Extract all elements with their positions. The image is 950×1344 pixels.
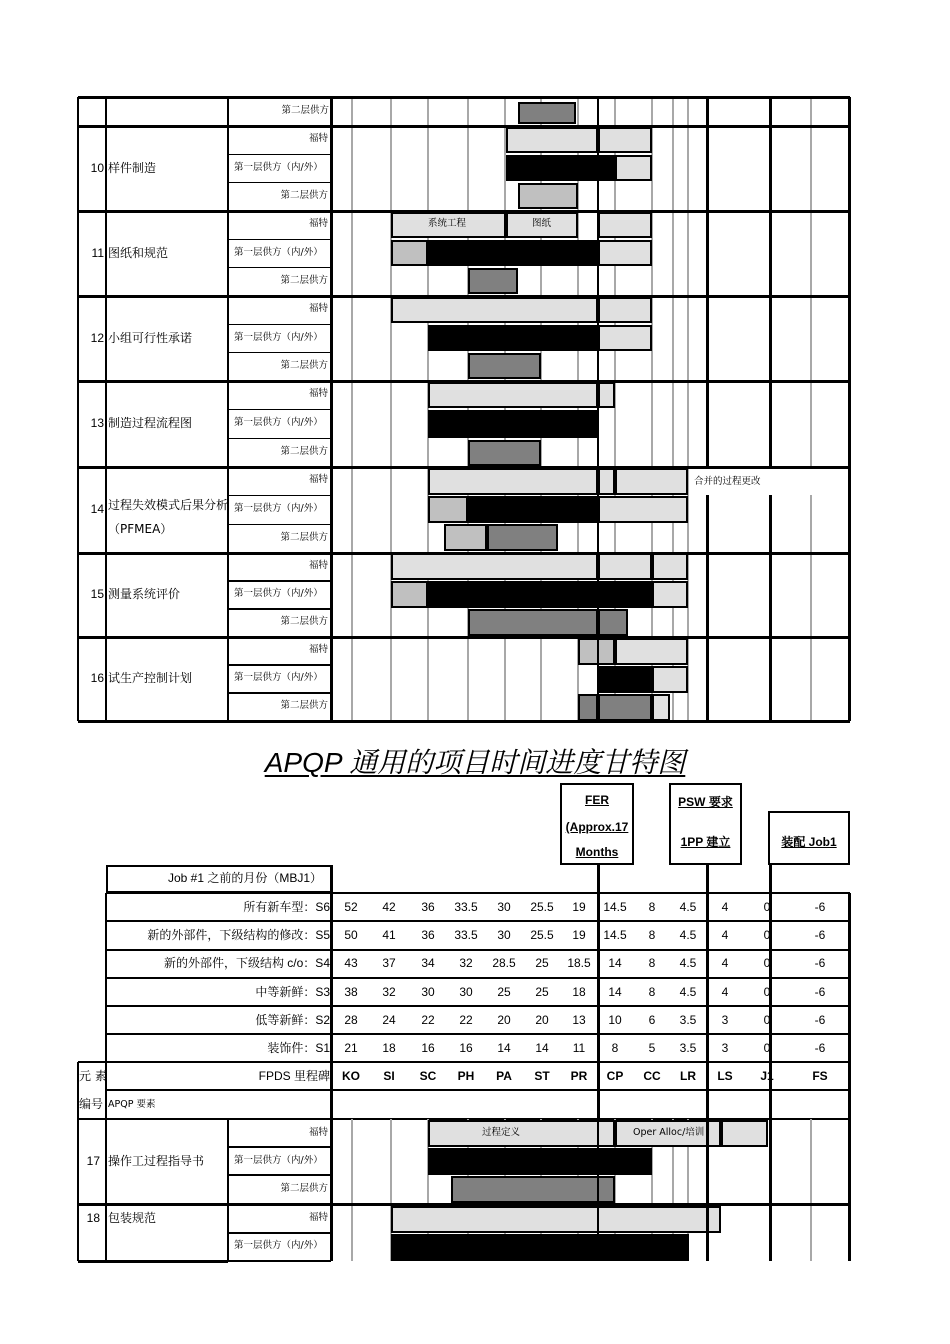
mbj1-value: -6 [814,1012,826,1027]
table-line [106,1061,850,1063]
role-divider [228,239,331,241]
gantt-bar [652,581,688,608]
role-label: 第二层供方 [280,274,328,286]
mbj1-value: 0 [763,1041,771,1055]
mbj1-value: 4.5 [679,984,697,999]
mbj1-value: 20 [497,1012,511,1027]
mbj1-value: 25 [535,984,549,999]
mbj1-value: 22 [421,1012,435,1027]
milestone-code: LS [717,1069,733,1083]
gantt-bar [721,1120,768,1147]
mbj1-value: 18 [382,1041,396,1055]
milestone-line [706,97,709,468]
mbj1-value: 4 [721,900,729,914]
element-divider [78,96,850,99]
role-label: 第二层供方 [281,105,329,116]
table-line [78,1061,106,1063]
role-divider [228,438,331,440]
role-divider [228,664,331,666]
milestone-code: PR [570,1069,588,1083]
mbj1-value: 20 [535,1012,549,1027]
role-divider [228,692,331,694]
job1-milestone-box [768,811,850,865]
element-divider [78,466,850,469]
milestone-code: PH [457,1069,475,1083]
gantt-bar [615,1148,652,1175]
gantt-bar [468,496,598,523]
mbj1-value: 0 [763,956,771,971]
mbj1-value: 3.5 [679,1012,697,1027]
gantt-bar [428,496,468,523]
gantt-bar [598,609,628,636]
element-name: 过程失效模式后果分析（PFMEA） [108,498,229,536]
element-id: 15 [90,587,104,601]
mbj1-value: 36 [421,928,435,943]
complexity-label: 低等新鲜：S2 [255,1012,330,1027]
complexity-label: 中等新鲜：S3 [255,984,330,999]
frame-line [105,97,107,721]
mbj1-value: 11 [572,1041,586,1055]
role-label: 第二层供方 [280,1183,328,1194]
gantt-bar [444,524,487,551]
element-id: 14 [90,502,104,516]
mbj1-value: 42 [382,900,396,914]
role-label: 福特 [308,133,328,145]
complexity-label: 新的外部件，下级结构的修改：S5 [147,928,330,943]
mbj1-value: 14 [497,1041,511,1055]
mbj1-value: 14.5 [603,928,627,943]
time-grid-line [687,97,689,721]
gantt-bar [391,297,598,323]
mbj1-value: 0 [763,928,771,943]
gantt-bar [391,1234,689,1261]
milestone-line [597,1119,600,1261]
element-divider [78,720,850,723]
mbj1-value: 4.5 [679,928,697,943]
role-label: 第二层供方 [280,616,328,627]
mbj1-value: 37 [382,956,396,971]
element-divider [78,1203,850,1206]
table-line [106,949,850,951]
gantt-bar [428,1148,615,1175]
gantt-bar [518,183,578,209]
gantt-bar [428,382,598,408]
milestone-line [706,495,709,721]
gantt-bar [652,666,688,693]
element-divider [78,295,850,298]
gantt-bar [391,240,428,266]
milestone-line [706,1119,709,1261]
mbj1-value: -6 [814,1041,826,1055]
element-divider [78,636,850,639]
element-name: 试生产控制计划 [108,671,193,685]
milestone-header-text: PSW 要求 [678,795,733,809]
role-label: 福特 [308,1212,328,1223]
role-label: 第一层供方（内/外） [234,417,323,428]
frame-line [227,1119,229,1261]
element-name: 操作工过程指导书 [108,1154,205,1168]
role-divider [228,409,331,411]
mbj1-value: 25 [535,956,549,971]
gantt-bar [468,440,541,466]
milestone-code: FS [812,1069,828,1083]
gantt-bar [428,581,652,608]
gantt-bar [598,240,652,266]
role-label: 福特 [308,218,328,230]
gantt-bar [428,240,598,266]
element-id: 10 [90,160,104,175]
role-divider [228,1146,331,1148]
gantt-bar [391,553,598,580]
time-grid-line [651,97,653,721]
table-line [848,893,851,1119]
milestone-code: PA [496,1069,512,1083]
element-divider [78,210,850,213]
milestone-header-text: Months [575,845,619,859]
time-grid-line [672,97,674,721]
mbj1-value: 0 [763,1012,771,1027]
role-label: 第一层供方（内/外） [234,161,323,173]
element-col-label: 元 素 [79,1069,107,1083]
role-label: 福特 [308,644,328,655]
fer-milestone-box [560,783,634,865]
mbj1-value: 14 [608,956,622,971]
gantt-bar [598,297,652,323]
mbj1-value: 6 [648,1012,656,1027]
gantt-bar [428,410,598,438]
mbj1-value: 0 [763,984,771,999]
milestone-code: KO [342,1069,360,1083]
time-grid-line [351,97,353,721]
role-label: 第一层供方（内/外） [234,331,323,343]
milestone-code: SC [419,1069,437,1083]
gantt-bar [428,325,598,351]
table-line [106,1089,850,1091]
role-label: 第二层供方 [280,531,328,543]
milestone-code: CP [606,1069,624,1083]
table-line [106,977,850,979]
milestone-line [330,1119,333,1261]
role-label: 第二层供方 [280,359,328,371]
mbj1-value: 32 [382,984,396,999]
mbj1-value: -6 [814,984,826,999]
milestone-code: CC [643,1069,661,1083]
element-col-label: 编号 [79,1097,104,1111]
gantt-bar [391,1206,721,1233]
fpds-label: FPDS 里程碑 [258,1069,330,1083]
milestone-header-text: 1PP 建立 [680,835,731,849]
role-label: 福特 [308,303,328,315]
mbj1-value: 8 [611,1041,619,1055]
bar-label: 过程定义 [482,1127,521,1138]
mbj1-value: 24 [382,1012,396,1027]
mbj1-value: 4 [721,956,729,971]
element-id: 11 [91,245,104,260]
role-divider [228,267,331,269]
role-label: 第一层供方（内/外） [234,588,323,599]
mbj1-value: 38 [344,984,358,999]
mbj1-value: 28.5 [492,956,516,971]
role-label: 第二层供方 [280,445,328,457]
milestone-code: ST [534,1069,550,1083]
gantt-bar [487,524,558,551]
mbj1-value: 52 [344,900,358,914]
mbj1-value: 25.5 [530,928,554,943]
mbj1-value: 3 [721,1041,729,1055]
frame-line [848,1119,851,1261]
mbj1-value: 19 [572,900,586,914]
mbj1-value: 5 [648,1041,656,1055]
document-title: APQP 通用的项目时间进度甘特图 [264,747,686,778]
mbj1-value: -6 [814,956,826,971]
gantt-bar [598,468,615,495]
role-divider [228,1232,331,1234]
time-grid-line [810,97,812,721]
gantt-bar [598,325,652,351]
role-divider [228,154,331,156]
bar-label: 系统工程 [428,218,467,229]
gantt-bar [578,694,598,721]
element-name: 包装规范 [108,1211,157,1225]
mbj1-value: 28 [344,1012,358,1027]
mbj1-value: 18 [572,984,586,999]
role-divider [228,524,331,526]
mbj1-value: 4 [721,928,729,943]
mbj1-value: 22 [459,1012,473,1027]
role-label: 第一层供方（内/外） [234,672,323,683]
gantt-bar [615,155,652,181]
gantt-bar [468,353,541,379]
mbj1-value: -6 [814,928,826,943]
gantt-bar [468,268,518,294]
gantt-bar [598,496,688,523]
element-name: 小组可行性承诺 [108,330,193,345]
role-label: 福特 [308,474,328,486]
mbj1-value: 25 [497,984,511,999]
element-divider [78,125,850,128]
element-id: 13 [90,416,104,430]
table-line [106,1033,850,1035]
mbj1-value: 36 [421,900,435,914]
bar-label: 图纸 [532,218,552,229]
psw-milestone-box [669,783,742,865]
time-grid-line [390,97,392,721]
role-label: 第一层供方（内/外） [234,1240,323,1251]
gantt-bar [506,127,598,153]
element-divider [78,380,850,383]
gantt-bar [451,1176,615,1203]
mbj1-value: 30 [497,900,511,914]
months-label: Job #1 之前的月份（MBJ1） [168,871,323,885]
frame-line [848,97,851,721]
mbj1-value: 8 [648,900,656,914]
role-divider [228,495,331,497]
milestone-line [769,97,772,468]
element-divider [78,552,850,555]
role-label: 第二层供方 [280,189,328,201]
gantt-bar [652,553,688,580]
table-line [106,892,850,895]
mbj1-value: 3 [721,1012,729,1027]
element-name: 测量系统评价 [108,587,181,601]
gantt-bar [428,468,598,495]
gantt-bar [598,155,615,181]
element-id: 12 [90,330,104,345]
gantt-bar [598,382,615,408]
mbj1-value: 8 [648,956,656,971]
mbj1-value: 4.5 [679,900,697,914]
time-grid-line [427,97,429,721]
element-id: 16 [90,671,104,685]
table-line [105,893,107,1119]
element-divider [78,1260,228,1263]
milestone-code: SI [383,1069,395,1083]
mbj1-value: 8 [648,928,656,943]
role-divider [228,324,331,326]
mbj1-value: 16 [421,1041,435,1055]
mbj1-value: 19 [572,928,586,943]
gantt-bar [598,553,652,580]
frame-line [105,1119,107,1261]
mbj1-value: 33.5 [454,928,478,943]
milestone-code: J1 [760,1069,774,1083]
milestone-line [597,97,600,721]
milestone-code: LR [680,1069,696,1083]
mbj1-value: 50 [344,928,358,943]
element-name: 制造过程流程图 [108,416,193,430]
role-divider [228,580,331,582]
mbj1-value: 18.5 [567,956,591,971]
mbj1-value: -6 [814,900,826,914]
mbj1-value: 3.5 [679,1041,697,1055]
role-label: 第二层供方 [280,700,328,711]
time-grid-line [351,1119,353,1261]
mbj1-value: 34 [421,956,435,971]
milestone-header-text: 装配 Job1 [781,835,837,849]
mbj1-value: 30 [497,928,511,943]
mbj1-value: 13 [572,1012,586,1027]
milestone-line [769,1119,772,1261]
mbj1-value: 4 [721,984,729,999]
gantt-bar [468,609,598,636]
mbj1-value: 41 [382,928,396,943]
gantt-bar [615,638,688,665]
role-label: 福特 [308,560,328,571]
gantt-bar [598,694,652,721]
mbj1-value: 43 [344,956,358,971]
gantt-bar [598,666,652,693]
gantt-bar [428,1120,615,1147]
mbj1-value: 4.5 [679,956,697,971]
gantt-bar [652,694,670,721]
milestone-header-text: (Approx.17 [565,820,629,834]
bar-label: 合并的过程更改 [694,476,761,487]
mbj1-value: 30 [421,984,435,999]
mbj1-value: 32 [459,956,473,971]
milestone-header-text: FER [585,793,609,807]
element-id: 18 [86,1211,100,1225]
frame-line [77,97,80,721]
bar-label: Oper Alloc/培训 [633,1127,705,1138]
table-line [106,1005,850,1007]
role-label: 福特 [308,388,328,400]
role-divider [228,608,331,610]
gantt-bar [615,468,688,495]
role-divider [228,1174,331,1176]
role-label: 第一层供方（内/外） [234,503,323,514]
gantt-bar [518,102,576,124]
gantt-bar [598,212,652,238]
milestone-line [769,495,772,721]
mbj1-value: 14 [535,1041,549,1055]
element-name: 图纸和规范 [108,245,169,260]
role-label: 第一层供方（内/外） [234,246,323,258]
mbj1-value: 14 [608,984,622,999]
role-divider [228,352,331,354]
mbj1-value: 33.5 [454,900,478,914]
role-divider [228,1260,331,1262]
mbj1-value: 14.5 [603,900,627,914]
element-id: 17 [86,1154,100,1168]
mbj1-value: 21 [344,1041,358,1055]
role-label: 福特 [308,1127,328,1138]
table-line [106,920,850,922]
frame-line [77,1119,80,1261]
mbj1-value: 30 [459,984,473,999]
apqp-label: APQP 要素 [108,1099,156,1110]
time-grid-line [810,1119,812,1261]
gantt-bar [506,155,598,181]
complexity-label: 装饰件：S1 [267,1041,330,1055]
element-name: 样件制造 [108,160,157,175]
mbj1-value: 16 [459,1041,473,1055]
complexity-label: 所有新车型：S6 [243,900,330,914]
mbj1-value: 10 [608,1012,622,1027]
gantt-bar [391,581,428,608]
mbj1-value: 8 [648,984,656,999]
role-label: 第一层供方（内/外） [234,1155,323,1166]
mbj1-value: 0 [763,900,771,914]
gantt-bar [598,127,652,153]
mbj1-value: 25.5 [530,900,554,914]
role-divider [228,182,331,184]
complexity-label: 新的外部件，下级结构 c/o：S4 [163,956,330,971]
